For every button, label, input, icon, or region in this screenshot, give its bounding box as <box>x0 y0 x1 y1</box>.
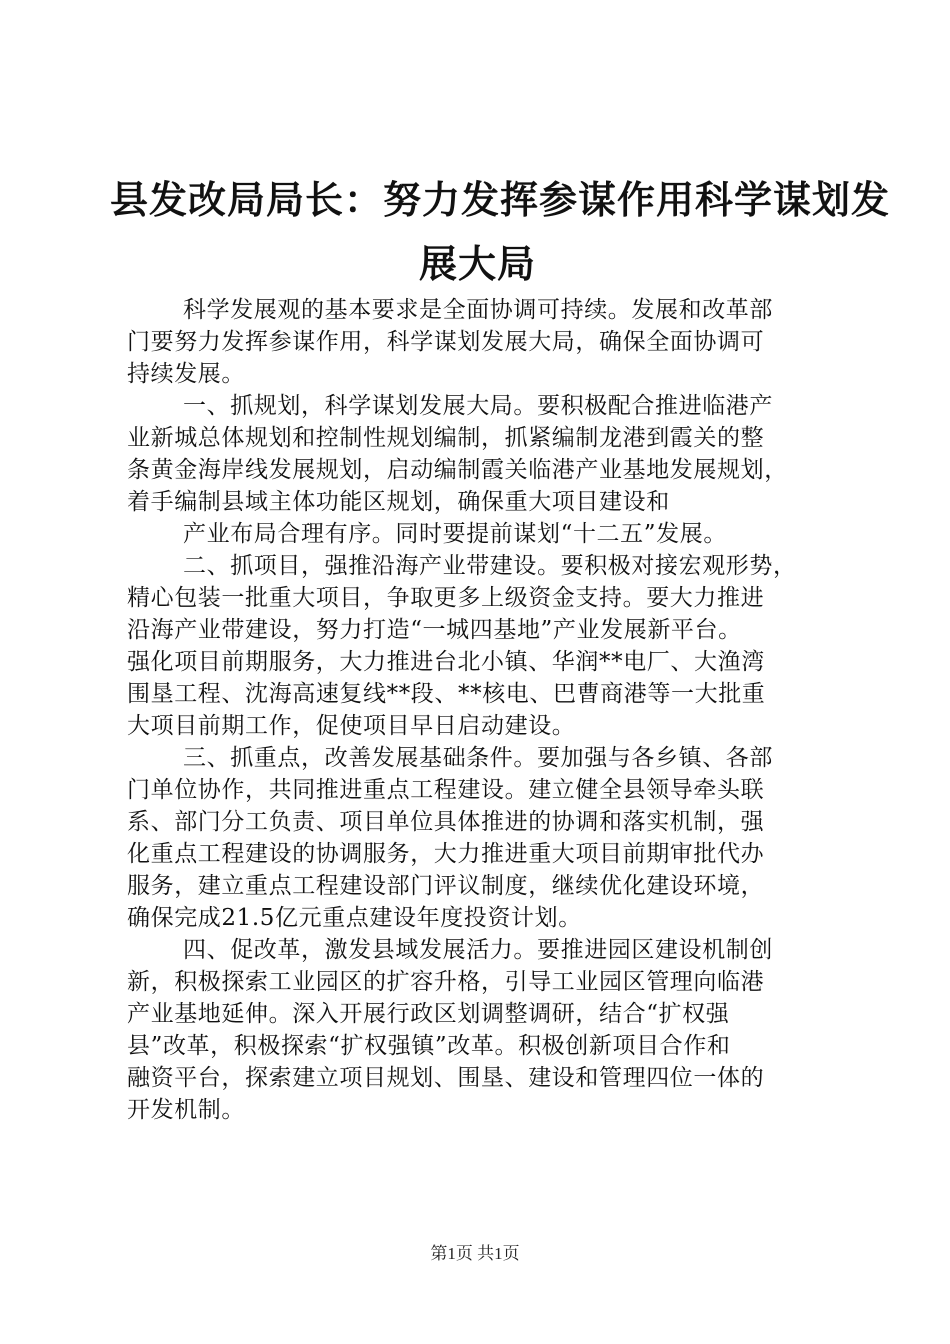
body-text-line: 服务，建立重点工程建设部门评议制度，继续优化建设环境， <box>127 873 765 899</box>
body-text-line: 业新城总体规划和控制性规划编制，抓紧编制龙港到霞关的整 <box>127 425 765 451</box>
body-text-line: 四、促改革，激发县域发展活力。要推进园区建设机制创 <box>183 937 773 963</box>
body-text-line: 融资平台，探索建立项目规划、围垦、建设和管理四位一体的 <box>127 1065 765 1091</box>
body-text-line: 门要努力发挥参谋作用，科学谋划发展大局，确保全面协调可 <box>127 329 765 355</box>
document-title <box>110 168 891 296</box>
body-text-line: 条黄金海岸线发展规划，启动编制霞关临港产业基地发展规划， <box>127 457 788 483</box>
body-text-line: 围垦工程、沈海高速复线**段、**核电、巴曹商港等一大批重 <box>127 681 766 707</box>
body-text-line: 系、部门分工负责、项目单位具体推进的协调和落实机制，强 <box>127 809 765 835</box>
body-text-line: 精心包装一批重大项目，争取更多上级资金支持。要大力推进 <box>127 585 765 611</box>
title-line: 展大局 <box>418 241 536 286</box>
body-text-line: 县”改革，积极探索“扩权强镇”改革。积极创新项目合作和 <box>127 1033 731 1059</box>
body-text-line: 三、抓重点，改善发展基础条件。要加强与各乡镇、各部 <box>183 745 773 771</box>
page-footer: 第1页 共1页 <box>430 1244 520 1263</box>
body-text-line: 新，积极探索工业园区的扩容升格，引导工业园区管理向临港 <box>127 969 765 995</box>
document-body <box>127 294 842 1126</box>
body-text-line: 着手编制县域主体功能区规划，确保重大项目建设和 <box>127 489 670 515</box>
body-text-line: 门单位协作，共同推进重点工程建设。建立健全县领导牵头联 <box>127 777 765 803</box>
body-text-line: 产业基地延伸。深入开展行政区划调整调研，结合“扩权强 <box>127 1001 730 1027</box>
body-text-line: 开发机制。 <box>127 1097 245 1123</box>
body-text-line: 确保完成21.5亿元重点建设年度投资计划。 <box>127 905 582 931</box>
body-text-line: 大项目前期工作，促使项目早日启动建设。 <box>127 713 576 739</box>
body-text-line: 科学发展观的基本要求是全面协调可持续。发展和改革部 <box>183 297 773 323</box>
body-text-line: 化重点工程建设的协调服务，大力推进重大项目前期审批代办 <box>127 841 765 867</box>
body-text-line: 强化项目前期服务，大力推进台北小镇、华润**电厂、大渔湾 <box>127 649 765 675</box>
body-text-line: 一、抓规划，科学谋划发展大局。要积极配合推进临港产 <box>183 393 773 419</box>
body-text-line: 持续发展。 <box>127 361 245 387</box>
title-line: 县发改局局长：努力发挥参谋作用科学谋划发 <box>110 177 891 222</box>
body-text-line: 沿海产业带建设，努力打造“一城四基地”产业发展新平台。 <box>127 617 742 643</box>
body-text-line: 二、抓项目，强推沿海产业带建设。要积极对接宏观形势， <box>183 553 797 579</box>
body-text-line: 产业布局合理有序。同时要提前谋划“十二五”发展。 <box>183 521 727 547</box>
